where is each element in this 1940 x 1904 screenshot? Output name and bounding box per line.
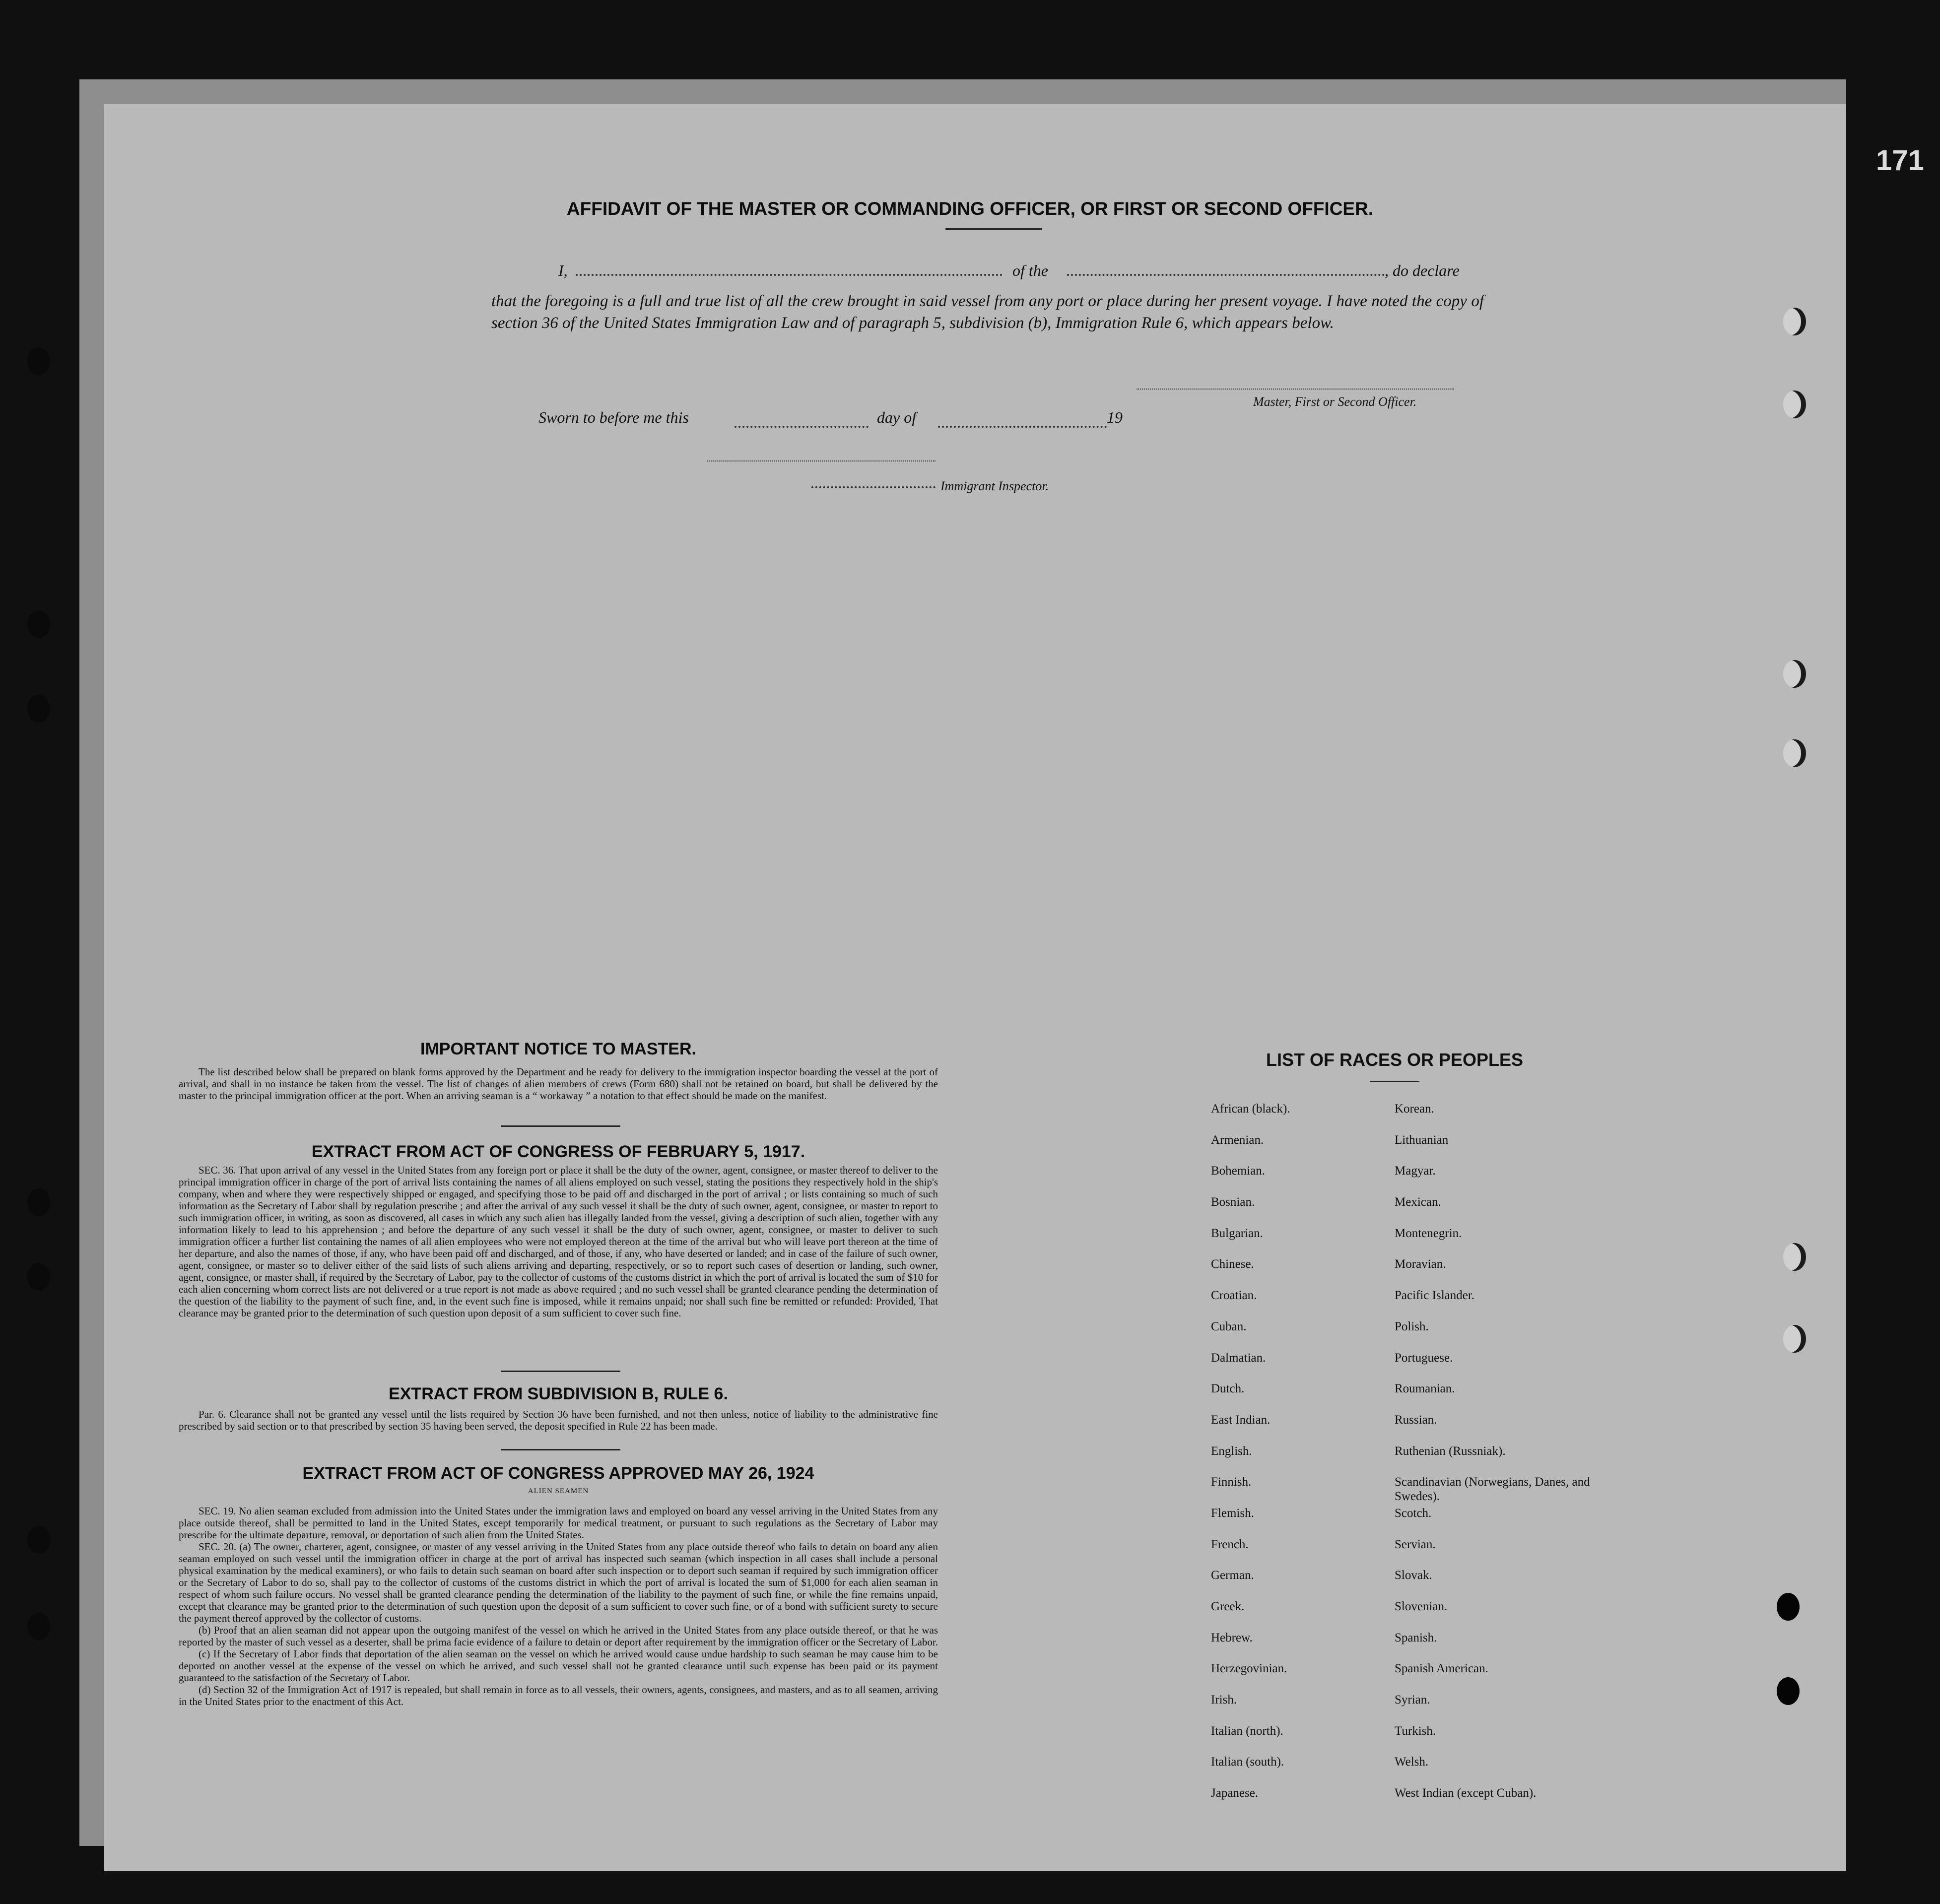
section-divider (501, 1449, 620, 1450)
binder-hole-icon (1783, 391, 1806, 418)
affidavit-of-the-label: of the (1012, 262, 1048, 279)
affidavit-heading: AFFIDAVIT OF THE MASTER OR COMMANDING OFFICER, OR FIRST OR SECOND OFFICER. (566, 198, 1374, 219)
race-item: Finnish. (1211, 1475, 1252, 1489)
sec20a-paragraph: SEC. 20. (a) The owner, charterer, agent, consignee, or master of any vessel arriving in the United States from any place outside thereof who fails to detain on board any alien seaman employed on such vessel until the immigration officer in charge at the port of arrival has inspected such seaman (which inspection in all cases shall include a personal physical examination by the medical examiners), or who fails to detain such seaman on board after such inspection or to deport such seaman if required by such immigration officer or the Secretary of Labor to do so, shall pay to the collector of customs of the customs district in which the port of arrival is located the sum of $1,000 for each alien seaman in respect of whom such failure occurs. No vessel shall be granted clearance pending the determination of the liability to the payment of such fine, or while the fine remains unpaid, except that clearance may be granted prior to the determination of such question upon the deposit of a sum sufficient to cover such fine, or of a bond with sufficient surety to secure the payment thereof approved by the collector of customs. (179, 1541, 938, 1624)
page-number: 171 (1876, 144, 1924, 177)
binder-hole-icon (1783, 308, 1806, 335)
vessel-field[interactable] (1067, 274, 1385, 276)
race-item: West Indian (except Cuban). (1395, 1786, 1537, 1800)
race-item: Bohemian. (1211, 1164, 1266, 1178)
races-divider (1370, 1081, 1419, 1082)
name-field[interactable] (576, 274, 1003, 276)
affidavit-i-label: I, (558, 262, 568, 279)
extract-1924-heading: EXTRACT FROM ACT OF CONGRESS APPROVED MAY 26, 1924 (302, 1464, 814, 1483)
race-item: Mexican. (1395, 1195, 1441, 1209)
race-item: English. (1211, 1444, 1252, 1458)
race-item: Servian. (1395, 1537, 1436, 1551)
race-item: Spanish American. (1395, 1662, 1488, 1676)
race-item: Herzegovinian. (1211, 1662, 1287, 1676)
race-item: Moravian. (1395, 1257, 1446, 1271)
race-item: Greek. (1211, 1600, 1245, 1613)
sec20d-paragraph: (d) Section 32 of the Immigration Act of 1917 is repealed, but shall remain in force as to all vessels, their owners, agents, consignees, and masters, and as to all seamen, arriving in the United States prior to the enactment of this Act. (179, 1684, 938, 1707)
binder-hole-icon (1783, 660, 1806, 688)
race-item: Bosnian. (1211, 1195, 1255, 1209)
race-item: Slovak. (1395, 1569, 1432, 1582)
binder-hole-icon (27, 1526, 50, 1554)
extract-rule6-heading: EXTRACT FROM SUBDIVISION B, RULE 6. (389, 1384, 728, 1403)
binder-hole-icon (27, 1613, 50, 1641)
race-item: Montenegrin. (1395, 1226, 1462, 1240)
binder-hole-icon (1777, 1593, 1800, 1621)
race-item: Croatian. (1211, 1289, 1257, 1303)
binder-hole-icon (1783, 739, 1806, 767)
inspector-signature-line[interactable] (707, 460, 936, 461)
race-item: Portuguese. (1395, 1351, 1453, 1365)
binder-hole-icon (27, 1188, 50, 1216)
race-item: Korean. (1395, 1102, 1434, 1116)
race-item: Roumanian. (1395, 1382, 1455, 1396)
race-item: East Indian. (1211, 1413, 1271, 1427)
extract-rule6-paragraph: Par. 6. Clearance shall not be granted any vessel until the lists required by Section 36 have been furnished, and not then unless, notice of liability to the administrative fine prescribed by said section or to that prescribed by section 35 having been served, the deposit specified in Rule 22 has been made. (179, 1408, 938, 1432)
race-item: Dalmatian. (1211, 1351, 1266, 1365)
sworn-label: Sworn to before me this (538, 408, 689, 426)
race-item: Hebrew. (1211, 1631, 1253, 1644)
sworn-month-field[interactable] (938, 426, 1107, 428)
binder-hole-icon (27, 1263, 50, 1291)
race-item: Welsh. (1395, 1755, 1429, 1769)
master-signature-label: Master, First or Second Officer. (1253, 394, 1417, 409)
race-item: Chinese. (1211, 1257, 1254, 1271)
day-of-label: day of (877, 408, 917, 426)
notice-heading: IMPORTANT NOTICE TO MASTER. (420, 1040, 696, 1058)
race-item: Italian (north). (1211, 1724, 1283, 1738)
binder-hole-icon (1777, 1677, 1800, 1705)
inspector-label: Immigrant Inspector. (940, 479, 1049, 493)
race-item: Lithuanian (1395, 1133, 1449, 1147)
binder-hole-icon (27, 695, 50, 722)
sec19-paragraph: SEC. 19. No alien seaman excluded from admission into the United States under the immigration laws and employed on board any vessel arriving in the United States from any place outside thereof, shall be permitted to land in the United States, except temporarily for medical treatment, or pursuant to such regulations as the Secretary of Labor may prescribe for the ultimate departure, removal, or deportation of such alien from the United States. (179, 1505, 938, 1541)
binder-hole-icon (27, 347, 50, 375)
sworn-date-field[interactable] (735, 426, 869, 428)
race-item: German. (1211, 1569, 1254, 1582)
race-item: Syrian. (1395, 1693, 1430, 1707)
section-divider (501, 1371, 620, 1372)
binder-hole-icon (27, 610, 50, 638)
year-label: 19 (1107, 408, 1123, 426)
extract-1917-text (179, 1164, 938, 1319)
extract-1924-text (179, 1505, 938, 1707)
races-column-2 (1395, 1102, 1593, 1817)
race-item: Turkish. (1395, 1724, 1436, 1738)
race-item: Dutch. (1211, 1382, 1245, 1396)
race-item: Flemish. (1211, 1506, 1254, 1520)
binder-hole-icon (1783, 1325, 1806, 1353)
inspector-dotted-line (811, 486, 936, 488)
race-item: Pacific Islander. (1395, 1289, 1475, 1303)
race-item: Magyar. (1395, 1164, 1436, 1178)
race-item: Russian. (1395, 1413, 1437, 1427)
race-item: French. (1211, 1537, 1249, 1551)
section-divider (501, 1125, 620, 1127)
notice-text (179, 1066, 938, 1102)
extract-1917-heading: EXTRACT FROM ACT OF CONGRESS OF FEBRUARY 5, 1917. (311, 1142, 805, 1161)
extract-1917-paragraph: SEC. 36. That upon arrival of any vessel in the United States from any foreign port or place it shall be the duty of the owner, agent, consignee, or master thereof to deliver to the principal immigration officer in charge of the port of arrival lists containing the names of all aliens employed on such vessel, stating the positions they respectively hold in the ship's company, when and where they were respectively shipped or engaged, and specifying those to be paid off and discharged in the port of arrival ; or lists containing so much of such information as the Secretary of Labor shall by regulation prescribe ; and after the arrival of any such vessel it shall be the duty of such owner, agent, consignee, or master to report to such immigration officer, in writing, as soon as discovered, all cases in which any such alien has illegally landed from the vessel, giving a description of such alien, together with any information likely to lead to his apprehension ; and before the departure of any such vessel it shall be the duty of such owner, agent, consignee, or master to deliver to such immigration officer a further list containing the names of all alien employees who were not employed thereon at the time of the arrival but who will leave port thereon at the time of her departure, and also the names of those, if any, who have been paid off and discharged, and of those, if any, who have deserted or landed; and in case of the failure of such owner, agent, consignee, or master so to deliver either of the said lists of such aliens arriving and departing, respectively, or so to report such cases of desertion or landing, such owner, agent, consignee, or master shall, if required by the Secretary of Labor, pay to the collector of customs of the customs district in which the port of arrival is located the sum of $10 for each alien concerning whom correct lists are not delivered or a true report is not made as above required ; and no such vessel shall be granted clearance pending the determination of the question of the liability to the payment of such fine, and, in the event such fine is imposed, while it remains unpaid; nor shall such fine be remitted or refunded: Provided, That clearance may be granted prior to the determination of such question upon deposit of a sum sufficient to cover such fine. (179, 1164, 938, 1319)
alien-seamen-subheading: ALIEN SEAMEN (528, 1487, 589, 1495)
affidavit-body: that the foregoing is a full and true list of all the crew brought in said vessel from any port or place during her present voyage. I have noted the copy of section 36 of the United States Immigration Law and of paragraph 5, subdivision (b), Immigration Rule 6, which appears below. (491, 292, 1484, 332)
race-item: Irish. (1211, 1693, 1237, 1707)
sec20b-paragraph: (b) Proof that an alien seaman did not appear upon the outgoing manifest of the vessel on which he arrived in the United States from any place outside thereof, or that he was reported by the master of such vessel as a deserter, shall be prima facie evidence of a failure to detain or deport after requirement by the immigration officer or the Secretary of Labor. (179, 1624, 938, 1648)
race-item: Spanish. (1395, 1631, 1437, 1644)
race-item: Bulgarian. (1211, 1226, 1263, 1240)
heading-divider (945, 228, 1042, 230)
race-item: African (black). (1211, 1102, 1290, 1116)
race-item: Japanese. (1211, 1786, 1259, 1800)
master-signature-line[interactable] (1137, 389, 1454, 390)
race-item: Ruthenian (Russniak). (1395, 1444, 1506, 1458)
extract-rule6-text (179, 1408, 938, 1432)
race-item: Scandinavian (Norwegians, Danes, and Swedes). (1395, 1475, 1590, 1504)
races-heading: LIST OF RACES OR PEOPLES (1266, 1050, 1524, 1070)
race-item: Polish. (1395, 1319, 1429, 1333)
race-item: Italian (south). (1211, 1755, 1284, 1769)
race-item: Cuban. (1211, 1319, 1247, 1333)
notice-paragraph: The list described below shall be prepared on blank forms approved by the Department and be ready for delivery to the immigration inspector boarding the vessel at the port of arrival, and shall in no instance be taken from the vessel. The list of changes of alien members of crews (Form 680) shall not be retained on board, but shall be delivered by the master to the principal immigration officer at the port. When an arriving seaman is a “ workaway ” a notation to that effect should be made on the manifest. (179, 1066, 938, 1102)
race-item: Armenian. (1211, 1133, 1264, 1147)
races-column-1 (1211, 1102, 1375, 1817)
race-item: Scotch. (1395, 1506, 1432, 1520)
race-item: Slovenian. (1395, 1600, 1448, 1613)
affidavit-declare-label: , do declare (1385, 262, 1460, 279)
sec20c-paragraph: (c) If the Secretary of Labor finds that deportation of the alien seaman on the vessel on which he arrived would cause undue hardship to such seaman he may cause him to be deported on another vessel at the expense of the vessel on which he arrived, and such vessel shall not be granted clearance until such expense has been paid or its payment guaranteed to the satisfaction of the Secretary of Labor. (179, 1648, 938, 1684)
binder-hole-icon (1783, 1243, 1806, 1271)
